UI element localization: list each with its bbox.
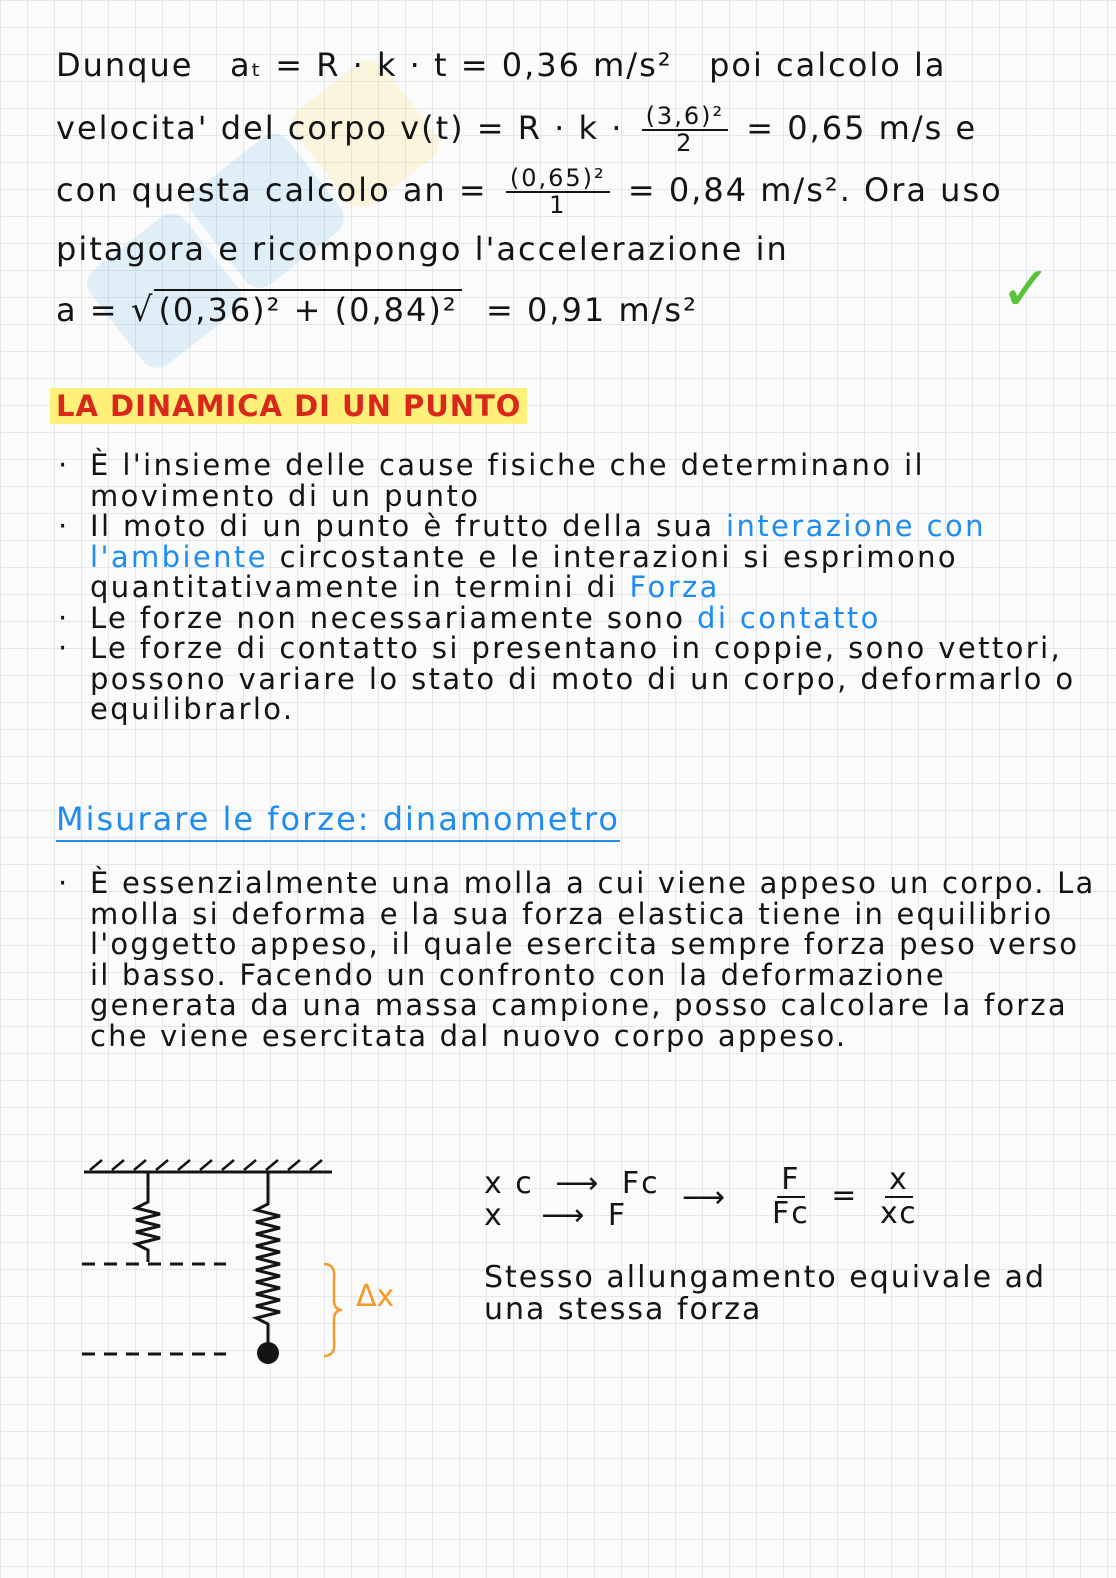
- fraction-normal-acc: $\frac{\text{(0,65)²}}{1}$: [506, 166, 610, 218]
- calc-line-1: Dunque aₜ = R · k · t = 0,36 m/s² poi calcolo la: [56, 46, 947, 84]
- delta-x-label: Δx: [356, 1279, 395, 1314]
- list-item: · È l'insieme delle cause fisiche che determinano il movimento di un punto: [58, 448, 926, 513]
- list-item: · Le forze di contatto si presentano in coppie, sono vettori, possono variare lo stato di moto di un corpo, deformarlo o equilibrarlo.: [58, 631, 1076, 726]
- calc-line-3: con questa calcolo an = $\frac{\text{(0,65)²}}{1}$ = 0,84 m/s². Ora uso: [56, 164, 1003, 220]
- bullet-list: [58, 450, 1098, 725]
- list-item: · Le forze non necessariamente sono di contatto: [58, 600, 881, 635]
- spring-short: [136, 1172, 160, 1262]
- sqrt-expression: (0,36)² + (0,84)²: [154, 289, 461, 329]
- calc-line-5: a = √ (0,36)² + (0,84)² = 0,91 m/s²: [56, 290, 698, 330]
- proportion-row-2: x ⟶ F: [484, 1198, 628, 1233]
- dynamometer-paragraph: · È essenzialmente una molla a cui viene appeso un corpo. La molla si deforma e la sua forza elastica tiene in equilibrio l'oggetto appeso, il quale esercita sempre forza peso verso il basso. Facendo un confronto con la deformazione generata da una massa campione, posso calcolare la forza che viene esercitata dal nuovo corpo appeso.: [58, 866, 1096, 1053]
- equivalence-note: Stesso allungamento equivale ad una stessa forza: [484, 1260, 1047, 1327]
- proportion-row-1: x c ⟶ Fc: [484, 1166, 660, 1201]
- section-heading: LA DINAMICA DI UN PUNTO: [50, 388, 527, 424]
- hanging-mass: [257, 1342, 279, 1364]
- subsection-heading: Misurare le forze: dinamometro: [56, 800, 620, 842]
- calc-line-2: velocita' del corpo v(t) = R · k · $\frac{\text{(3,6)²}}{2}$ = 0,65 m/s e: [56, 102, 978, 158]
- check-mark-icon: ✓: [1000, 252, 1052, 325]
- calc-line-4: pitagora e ricompongo l'accelerazione in: [56, 230, 789, 268]
- ceiling-hatch: [90, 1160, 322, 1170]
- fraction-velocity: $\frac{\text{(3,6)²}}{2}$: [642, 104, 729, 156]
- spring-diagram: [70, 1150, 450, 1380]
- watermark-logo: [20, 40, 490, 400]
- force-ratio: $\frac{F}{Fc}$ = $\frac{x}{xc}$: [772, 1162, 918, 1231]
- implies-arrow: ⟶: [682, 1180, 728, 1215]
- spring-long: [256, 1172, 280, 1346]
- list-item: · Il moto di un punto è frutto della sua interazione con l'ambiente circostante e le interazioni si esprimono quantitativamente in termini di Forza: [58, 509, 986, 604]
- delta-brace: [324, 1264, 342, 1356]
